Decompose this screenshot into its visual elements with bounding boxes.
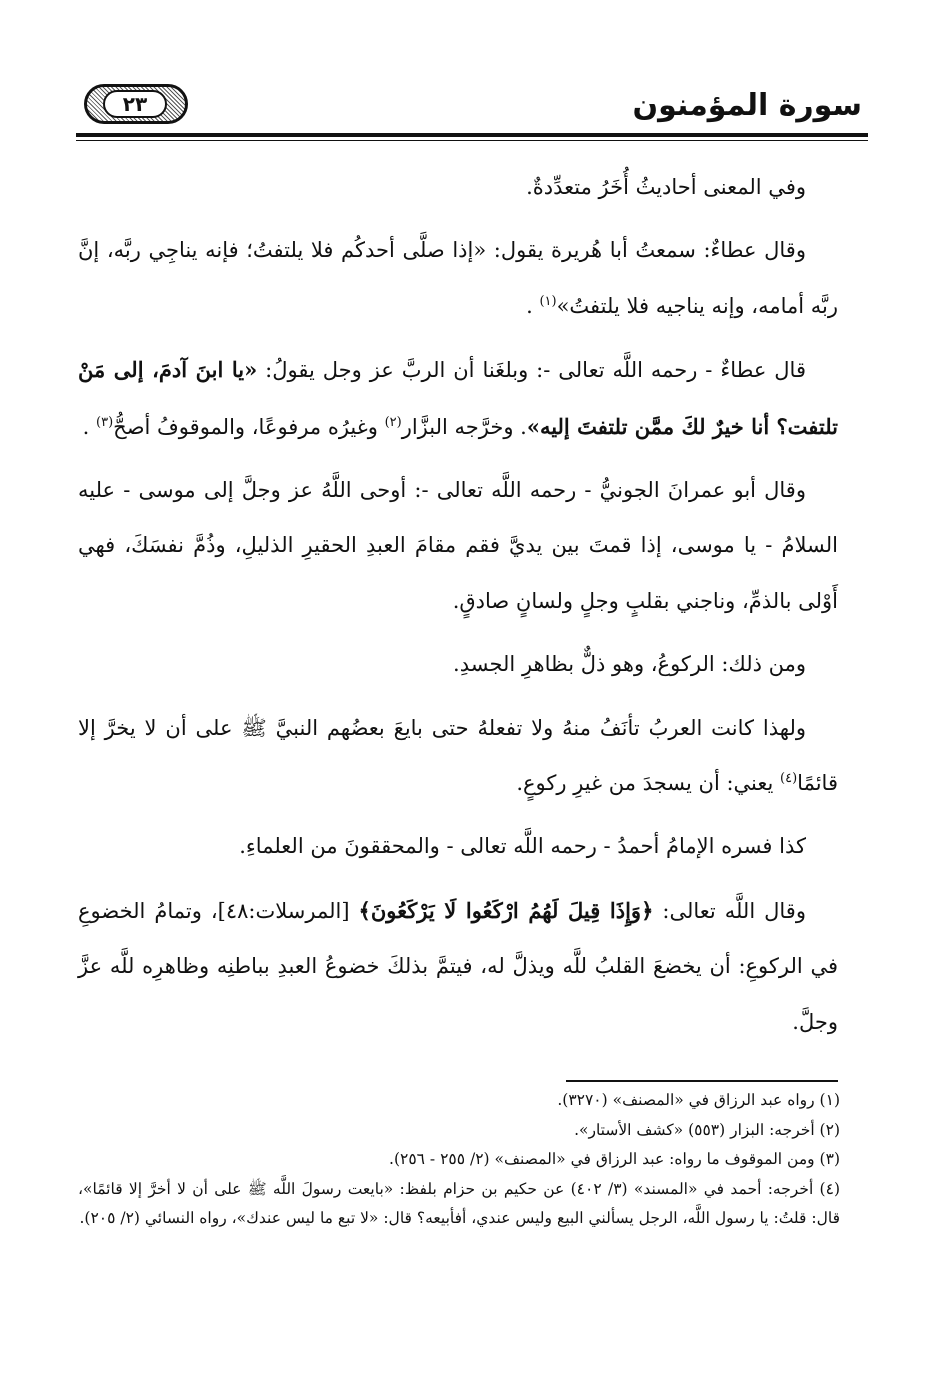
page-number: ٢٣ [103, 90, 167, 118]
paragraph: ومن ذلك: الركوعُ، وهو ذلٌّ بظاهرِ الجسدِ. [453, 652, 806, 677]
paragraph: وقال عطاءٌ: سمعتُ أبا هُريرة يقول: «إذا صلَّى أحدكُم فلا يلتفتُ؛ فإنه يناجِي ربَّه، إنَّ ربَّه أمامه، وإنه يناجيه فلا يلتفتُ»$^{(١)}$ . [78, 238, 838, 318]
footnote: (٣) ومن الموقوف ما رواه: عبد الرزاق في «المصنف» (٢/ ٢٥٥ - ٢٥٦). [389, 1150, 840, 1168]
paragraph: وقال أبو عمرانَ الجونيُّ - رحمه اللَّه تعالى -: أوحى اللَّهُ عز وجلَّ إلى موسى - عليه السلامُ - يا موسى، إذا قمتَ بين يديَّ فقم مقامَ العبدِ الحقيرِ الذليلِ، وذُمَّ نفسَكَ، فهي أَوْلى بالذمِّ، وناجني بقلبٍ وجلٍ ولسانٍ صادقٍ. [78, 478, 838, 613]
hadith-quote: «يا ابنَ آدمَ، إلى مَنْ تلتفت؟ أنا خيرٌ لكَ ممَّن تلتفتَ إليه» [78, 357, 838, 439]
footnote-ref: (٤) [780, 771, 798, 787]
paragraph: وقال اللَّه تعالى: ﴿وَإِذَا قِيلَ لَهُمُ ارْكَعُوا لَا يَرْكَعُونَ﴾ [المرسلات:٤٨]، وتمامُ الخضوعِ في الركوعِ: أن يخضعَ القلبُ للَّه ويذلَّ له، فيتمَّ بذلكَ خضوعُ العبدِ بباطنِه وظاهرِه للَّه عزَّ وجلَّ. [78, 897, 838, 1034]
paragraph: قال عطاءٌ - رحمه اللَّه تعالى -: وبلغَنا أن الربَّ عز وجل يقولُ: «يا ابنَ آدمَ، إلى مَنْ تلتفت؟ أنا خيرٌ لكَ ممَّن تلتفتَ إليه». وخرَّجه البزَّار$^{(٢)}$ وغيرُه مرفوعًا، والموقوفُ أصحُّ$^{(٣)}$ . [78, 357, 838, 439]
paragraph: ولهذا كانت العربُ تأنَفُ منهُ ولا تفعلهُ حتى بايعَ بعضُهم النبيَّ ﷺ على أن لا يخرَّ إلا قائمًا$^{(٤)}$ يعني: أن يسجدَ من غيرِ ركوعٍ. [78, 715, 838, 796]
quran-verse: ﴿وَإِذَا قِيلَ لَهُمُ ارْكَعُوا لَا يَرْكَعُونَ﴾ [358, 897, 654, 923]
footnote: (١) رواه عبد الرزاق في «المصنف» (٣٢٧٠). [557, 1091, 840, 1109]
body-text [78, 160, 838, 1058]
surah-title: سورة المؤمنون [632, 88, 862, 123]
page-header [76, 74, 868, 130]
footnotes [78, 1086, 840, 1234]
page-number-badge [84, 84, 188, 124]
footnote-ref: (٢) [384, 414, 402, 430]
footnote: (٢) أخرجه: البزار (٥٥٣) «كشف الأستار». [574, 1120, 840, 1139]
footnote: (٤) أخرجه: أحمد في «المسند» (٣/ ٤٠٢) عن حكيم بن حزام بلفظ: «بايعت رسولَ اللَّه ﷺ على أن لا أخرَّ إلا قائمًا»، قال: قلتُ: يا رسول اللَّه، الرجل يسألني البيع وليس عندي، أفأبيعه؟ قال: «لا تبع ما ليس عندك»، رواه النسائي (٢/ ٢٠٥). [78, 1179, 840, 1227]
header-rule-thin [76, 140, 868, 141]
paragraph: كذا فسره الإمامُ أحمدُ - رحمه اللَّه تعالى - والمحققونَ من العلماءِ. [239, 834, 806, 859]
paragraph: وفي المعنى أحاديثُ أُخَرُ متعدِّدةٌ. [526, 175, 806, 199]
footnote-ref: (١) [539, 293, 557, 309]
footnote-separator [566, 1080, 838, 1082]
footnote-ref: (٣) [96, 414, 114, 430]
header-rule-thick [76, 133, 868, 137]
